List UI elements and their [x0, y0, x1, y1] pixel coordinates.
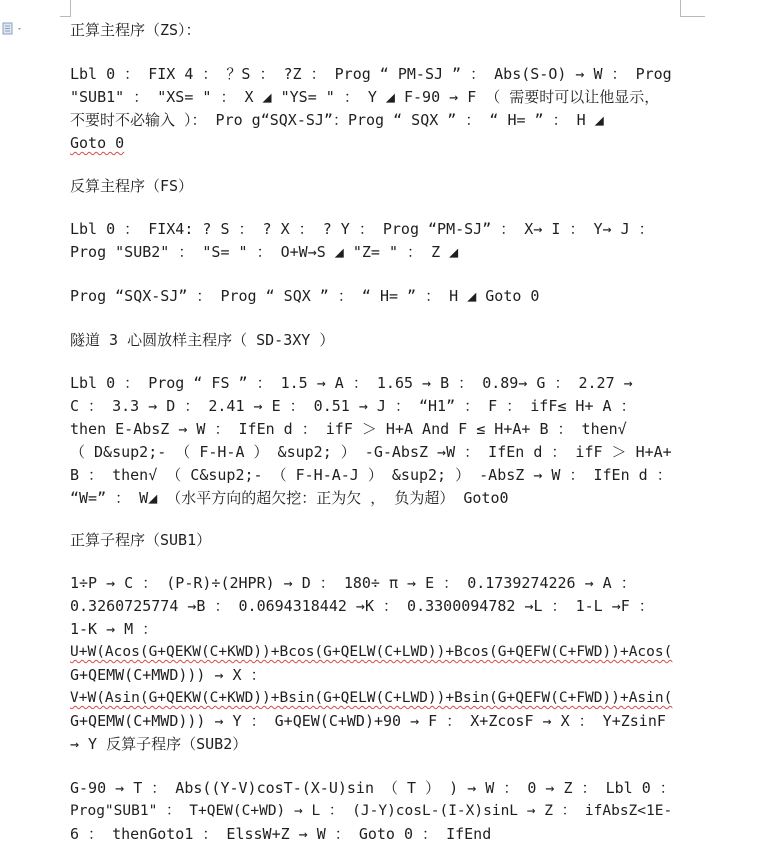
section-title-fs: 反算主程序（FS）: [70, 177, 194, 195]
code-line: Lbl 0 ： Prog “ FS ” ： 1.5 → A ： 1.65 → B ： 0.89→ G ： 2.27 →: [70, 374, 633, 392]
document-icon: [2, 22, 24, 36]
code-line: 1÷P → C ： (P-R)÷(2HPR) → D ： 180÷ π → E ： 0.1739274226 → A ：: [70, 574, 636, 592]
code-line: G+QEMW(C+MWD))) → Y ： G+QEW(C+WD)+90 → F ： X+ZcosF → X ： Y+ZsinF: [70, 712, 666, 730]
code-line: Goto 0: [70, 134, 125, 152]
code-line: V+W(Asin(G+QEKW(C+KWD))+Bsin(G+QELW(C+LWD))+Bsin(G+QEFW(C+FWD))+Asin(: [70, 690, 673, 706]
code-line: → Y 反算子程序（SUB2）: [70, 735, 248, 753]
code-line: （ D&sup2;- （ F-H-A ） &sup2; ） -G-AbsZ →W ： IfEn d ： ifF ＞ H+A+: [70, 443, 672, 461]
code-line: 0.3260725774 →B ： 0.0694318442 →K ： 0.3300094782 →L ： 1-L →F ：: [70, 597, 654, 615]
code-line: 不要时不必输入 ）： Pro g“SQX-SJ”：Prog “ SQX ” ： “ H= ” ： H ◢: [70, 111, 604, 129]
code-line: then E-AbsZ → W ： IfEn d ： ifF ＞ H+A And F ≤ H+A+ B ： then√: [70, 420, 627, 438]
code-line: Lbl 0 ： FIX 4 ： ？S ： ?Z ： Prog “ PM-SJ ” ： Abs(S-O) → W ： Prog: [70, 65, 672, 83]
code-line: G+QEMW(C+MWD))) → X ：: [70, 666, 266, 684]
code-line: 1-K → M ：: [70, 620, 158, 638]
code-line: Lbl 0 ： FIX4: ? S ： ? X ： ? Y ： Prog “PM-SJ” ： X→ I ： Y→ J ：: [70, 220, 654, 238]
code-line: C ： 3.3 → D ： 2.41 → E ： 0.51 → J ： “H1” ： F ： ifF≤ H+ A ：: [70, 397, 636, 415]
section-title-sd3xy: 隧道 3 心圆放样主程序（ SD-3XY ）: [70, 331, 335, 349]
page-corner-mark-left: [60, 0, 71, 17]
code-line: B ： then√ （ C&sup2;- （ F-H-A-J ） &sup2; ） -AbsZ → W ： IfEn d ：: [70, 466, 672, 484]
code-line: “W=” ： W◢ （水平方向的超欠挖：正为欠 ， 负为超） Goto0: [70, 489, 509, 507]
code-line: Prog "SUB2" ： "S= " ： O+W→S ◢ "Z= " ： Z ◢: [70, 243, 459, 261]
code-line: Prog"SUB1" ： T+QEW(C+WD) → L ： (J-Y)cosL-(I-X)sinL → Z ： ifAbsZ<1E-: [70, 803, 673, 819]
code-line: "SUB1" ： "XS= " ： X ◢ "YS= " ： Y ◢ F-90 → F （ 需要时可以让他显示，: [70, 88, 660, 106]
section-title-zs: 正算主程序（ZS）：: [70, 21, 201, 39]
section-title-sub1: 正算子程序（SUB1）: [70, 531, 212, 549]
code-line: G-90 → T ： Abs((Y-V)cosT-(X-U)sin （ T ） ) → W ： 0 → Z ： Lbl 0 ：: [70, 779, 675, 797]
page-corner-mark-right: [680, 0, 705, 17]
code-line: U+W(Acos(G+QEKW(C+KWD))+Bcos(G+QELW(C+LWD))+Bcos(G+QEFW(C+FWD))+Acos(: [70, 644, 673, 660]
code-line: Prog “SQX-SJ” ： Prog “ SQX ” ： “ H= ” ： H ◢ Goto 0: [70, 287, 540, 305]
code-line: 6 ： thenGoto1 ： ElssW+Z → W ： Goto 0 ： IfEnd: [70, 825, 492, 843]
